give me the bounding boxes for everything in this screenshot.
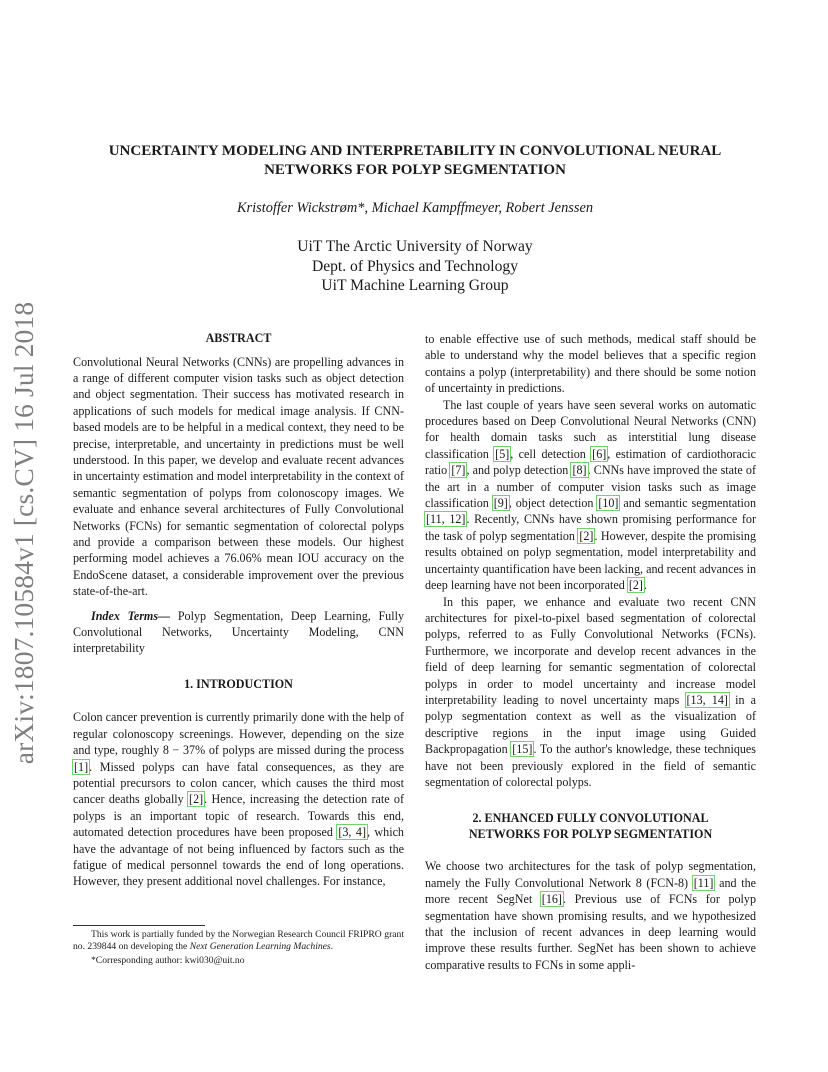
- paper-title: [70, 142, 760, 180]
- citation-link[interactable]: [11, 12]: [426, 512, 466, 527]
- contrib-text-1: In this paper, we enhance and evaluate two recent CNN architectures for pixel-to-pixel based segmentation of colorectal polyps, referred to as Fully Convolutional Networks (FCNs). Furthermore, we incorporate and develop recent advances in the field of deep learning for semantic segmentation of colorectal polyps in order to model uncertainty and increase model interpretability leading to novel uncertainty maps: [425, 594, 756, 707]
- contrib-text-3: . To the author's knowledge, these techniques have not been previously explored in the field of semantic segmentation of colorectal polyps.: [425, 742, 756, 789]
- rw-text-5: . CNNs have improved the state of the art in a number of computer vision tasks such as image classification: [425, 463, 756, 511]
- funding-project: Next Generation Learning Machines: [189, 941, 331, 953]
- citation-link[interactable]: [9]: [493, 496, 508, 511]
- rw-text-7: and semantic segmentation: [619, 496, 757, 511]
- citation-link[interactable]: [16]: [541, 892, 562, 907]
- intro-text-1: Colon cancer prevention is currently primarily done with the help of regular colonoscopy screenings. However, depending on the size and type, roughly 8 − 37% of polyps are missed during the process: [73, 710, 404, 758]
- citation-link[interactable]: [10]: [598, 496, 619, 511]
- citation-link[interactable]: [13, 14]: [686, 692, 728, 707]
- intro-text-4: , which have the advantage of not being influenced by factors such as the fatigue of medical personnel towards the end of long operations. However, they present additional novel challenges. For instance,: [73, 825, 404, 889]
- citation-link[interactable]: [3, 4]: [338, 825, 366, 840]
- rw-text-2: , cell detection: [510, 446, 592, 461]
- affiliation: [70, 237, 760, 296]
- index-terms-label: Index Terms—: [91, 608, 171, 623]
- introduction-paragraph: [73, 709, 404, 889]
- citation-link[interactable]: [2]: [579, 528, 594, 543]
- title-line-1: UNCERTAINTY MODELING AND INTERPRETABILITY IN CONVOLUTIONAL NEURAL: [108, 143, 722, 159]
- rw-text-1: The last couple of years have seen several works on automatic procedures based on Deep Convolutional Neural Networks (CNN) for health domain tasks such as interstitial lung disease classification: [425, 397, 756, 461]
- rw-text-8: . Recently, CNNs have shown promising performance for the task of polyp segmentation: [425, 512, 757, 543]
- introduction-heading: 1. INTRODUCTION: [184, 676, 293, 691]
- section-2-heading-line-1: 2. ENHANCED FULLY CONVOLUTIONAL: [472, 811, 709, 826]
- s2-text-3: . Previous use of FCNs for polyp segmentation have shown promising results, and we hypothesized that the inclusion of recent advances in deep learning would improve these results further. SegNet has been shown to achieve comparative results to FCNs in some appli-: [425, 892, 756, 972]
- contribution-paragraph: [425, 594, 756, 791]
- right-column: [425, 331, 756, 973]
- title-line-2: NETWORKS FOR POLYP SEGMENTATION: [264, 162, 566, 178]
- section-2-paragraph: [425, 858, 756, 973]
- intro-text-3: . Hence, increasing the detection rate of polyps is an important topic of research. Towards this end, automated detection procedures have been proposed: [73, 792, 404, 840]
- related-work-paragraph: [425, 397, 756, 594]
- arxiv-identifier-text: arXiv:1807.10584v1 [cs.CV] 16 Jul 2018: [8, 301, 40, 765]
- funding-footnote: [73, 929, 404, 954]
- citation-link[interactable]: [5]: [495, 446, 510, 461]
- citation-link[interactable]: [7]: [451, 463, 466, 478]
- footnote-rule: [73, 925, 205, 926]
- rw-text-3: , estimation of cardiothoracic ratio: [425, 446, 756, 478]
- abstract-text: Convolutional Neural Networks (CNNs) are propelling advances in a range of different computer vision tasks such as object detection and object segmentation. Their success has motivated research in applications of such models for medical image analysis. If CNN-based models are to be helpful in a medical context, they need to be precise, interpretable, and uncertainty in predictions must be well understood. In this paper, we develop and evaluate recent advances in uncertainty estimation and model interpretability in the context of semantic segmentation of polyps from colonoscopy images. We evaluate and enhance several architectures of Fully Convolutional Networks (FCNs) for semantic segmentation of colorectal polyps and provide a comparison between these models. Our highest performing model achieves a 76.06% mean IOU accuracy on the EndoScene dataset, a considerable improvement over the previous state-of-the-art.: [73, 354, 404, 599]
- rw-text-4: , and polyp detection: [466, 463, 572, 478]
- rw-text-6: , object detection: [508, 496, 598, 511]
- affiliation-group: UiT Machine Learning Group: [321, 277, 509, 294]
- rw-text-10: .: [643, 578, 647, 593]
- section-2-heading: [425, 811, 756, 842]
- index-terms-text: Polyp Segmentation, Deep Learning, Fully Convolutional Networks, Uncertainty Modeling, CNN interpretability: [73, 608, 404, 656]
- intro-continuation: to enable effective use of such methods, medical staff should be able to understand why the model believes that a specific region contains a polyp (interpretability) and there should be some notion of uncertainty in predictions.: [425, 332, 756, 396]
- citation-link[interactable]: [2]: [628, 578, 643, 593]
- section-2-heading-line-2: NETWORKS FOR POLYP SEGMENTATION: [468, 826, 713, 841]
- citation-link[interactable]: [11]: [693, 875, 714, 890]
- affiliation-university: UiT The Arctic University of Norway: [297, 238, 533, 255]
- funding-text: This work is partially funded by the Norwegian Research Council FRIPRO grant no. 239844 on developing the: [73, 929, 404, 953]
- footnotes: [73, 929, 404, 967]
- arxiv-identifier: [4, 294, 44, 772]
- author-list: Kristoffer Wickstrøm*, Michael Kampffmeyer, Robert Jenssen: [236, 200, 594, 216]
- citation-link[interactable]: [15]: [512, 742, 533, 757]
- index-terms: [73, 608, 404, 657]
- left-column: [73, 331, 404, 890]
- abstract-heading: ABSTRACT: [205, 331, 272, 345]
- affiliation-department: Dept. of Physics and Technology: [311, 257, 519, 275]
- s2-text-2: and the more recent SegNet: [425, 875, 756, 907]
- intro-text-2: . Missed polyps can have fatal consequences, as they are potential precursors to colon cancer, which causes the third most cancer deaths globally: [73, 759, 404, 807]
- contrib-text-2: in a polyp segmentation context as well as the visualization of descriptive regions in the input image using Guided Backpropagation: [425, 692, 756, 757]
- citation-link[interactable]: [2]: [189, 792, 204, 807]
- citation-link[interactable]: [8]: [572, 463, 587, 478]
- corresponding-author-footnote: *Corresponding author: kwi030@uit.no: [91, 954, 245, 966]
- citation-link[interactable]: [1]: [74, 759, 89, 774]
- s2-text-1: We choose two architectures for the task of polyp segmentation, namely the Fully Convolutional Network 8 (FCN-8): [425, 859, 756, 890]
- rw-text-9: . However, despite the promising results obtained on polyp segmentation, model interpretability and uncertainty quantification have been lacking, and recent advances in deep learning have not been incorporated: [425, 528, 756, 593]
- funding-end: .: [330, 941, 334, 953]
- citation-link[interactable]: [6]: [592, 446, 607, 461]
